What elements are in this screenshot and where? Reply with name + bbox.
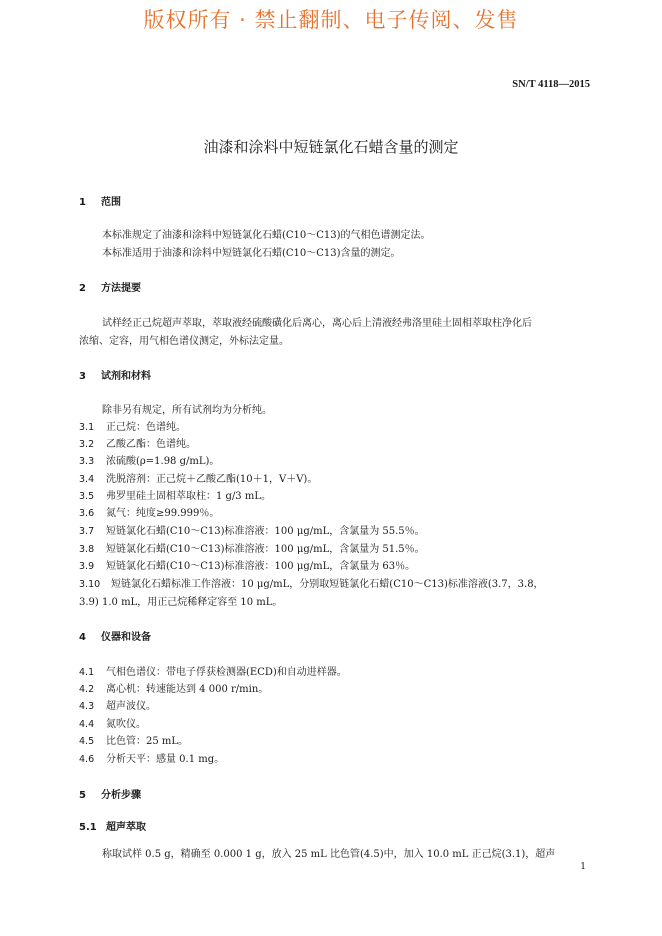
item-number: 4.1: [79, 667, 95, 678]
scope-paragraph: 本标准规定了油漆和涂料中短链氯化石蜡(C10～C13)的气相色谱测定法。: [102, 230, 431, 241]
item-number: 3.6: [79, 508, 95, 519]
item-number: 3.1: [79, 422, 95, 433]
item-text: 比色管：25 mL。: [106, 736, 189, 747]
item-number: 4.2: [79, 684, 95, 695]
item-text: 乙酸乙酯：色谱纯。: [106, 439, 196, 450]
list-item: [79, 470, 591, 485]
item-text: 短链氯化石蜡标准工作溶液：10 μg/mL，分别取短链氯化石蜡(C10～C13)标准溶液(3.7，3.8，: [111, 579, 544, 590]
copyright-watermark: 版权所有 · 禁止翻制、电子传阅、发售: [143, 8, 519, 32]
section-4-heading: [79, 628, 151, 643]
standard-number: SN/T 4118—2015: [512, 79, 590, 90]
item-number: 4.3: [79, 701, 95, 712]
list-item: [79, 487, 591, 502]
item-text: 浓硫酸(ρ=1.98 g/mL)。: [106, 456, 220, 467]
section-number: 1: [79, 197, 86, 208]
item-number: 3.4: [79, 474, 95, 485]
item-text: 弗罗里硅土固相萃取柱：1 g/3 mL。: [106, 491, 271, 502]
item-number: 4.5: [79, 736, 95, 747]
item-number: 3.5: [79, 491, 95, 502]
section-1-heading: [79, 193, 121, 208]
item-number: 4.4: [79, 719, 95, 730]
section-number: 5: [79, 790, 86, 801]
item-text: 氮吹仪。: [106, 719, 146, 730]
list-item: [79, 418, 591, 433]
section-5-heading: [79, 786, 141, 801]
section-title: 试剂和材料: [101, 371, 151, 382]
item-text: 洗脱溶剂：正己烷＋乙酸乙酯(10＋1，V＋V)。: [106, 474, 318, 485]
list-item: [79, 557, 591, 572]
item-text: 短链氯化石蜡(C10～C13)标准溶液：100 μg/mL，含氯量为 55.5％。: [106, 526, 425, 537]
item-text: 离心机：转速能达到 4 000 r/min。: [106, 684, 269, 695]
section-number: 3: [79, 371, 86, 382]
list-item: [79, 522, 591, 537]
method-summary-line: 试样经正己烷超声萃取，萃取液经硫酸磺化后离心，离心后上清液经弗洛里硅土固相萃取柱净化后: [102, 318, 532, 329]
item-text: 超声波仪。: [106, 701, 156, 712]
section-title: 方法提要: [101, 283, 141, 294]
list-item: [79, 452, 591, 467]
item-number: 4.6: [79, 754, 95, 765]
list-item: [79, 732, 591, 747]
item-number: 3.3: [79, 456, 95, 467]
item-text: 短链氯化石蜡(C10～C13)标准溶液：100 μg/mL，含氯量为 63％。: [106, 561, 416, 572]
item-text: 短链氯化石蜡(C10～C13)标准溶液：100 μg/mL，含氯量为 51.5％。: [106, 544, 425, 555]
section-2-heading: [79, 279, 141, 294]
method-summary-line: 浓缩、定容，用气相色谱仪测定，外标法定量。: [79, 336, 289, 347]
section-number: 4: [79, 632, 86, 643]
item-text: 分析天平：感量 0.1 mg。: [106, 754, 225, 765]
list-item: [79, 504, 591, 519]
subsection-number: 5.1: [79, 822, 97, 833]
section-3-heading: [79, 367, 151, 382]
item-number: 3.10: [79, 579, 101, 590]
list-item: [79, 680, 591, 695]
list-item: [79, 663, 591, 678]
reagents-intro: 除非另有规定，所有试剂均为分析纯。: [102, 405, 272, 416]
subsection-title: 超声萃取: [106, 822, 146, 833]
item-number: 3.7: [79, 526, 95, 537]
list-item: [79, 540, 591, 555]
document-title: 油漆和涂料中短链氯化石蜡含量的测定: [203, 138, 459, 156]
item-number: 3.9: [79, 561, 95, 572]
item-text: 氮气：纯度≥99.999％。: [106, 508, 220, 519]
section-title: 分析步骤: [101, 790, 141, 801]
list-item: [79, 715, 591, 730]
section-title: 范围: [101, 197, 121, 208]
page-number: 1: [580, 862, 586, 872]
list-item: [79, 435, 591, 450]
list-item: [79, 575, 591, 590]
list-item: [79, 750, 591, 765]
item-number: 3.8: [79, 544, 95, 555]
procedure-line: 称取试样 0.5 g，精确至 0.000 1 g，放入 25 mL 比色管(4.5)中，加入 10.0 mL 正己烷(3.1)，超声: [102, 849, 556, 860]
section-title: 仪器和设备: [101, 632, 151, 643]
item-number: 3.2: [79, 439, 95, 450]
list-item: [79, 697, 591, 712]
subsection-5-1-heading: [79, 818, 146, 833]
item-text: 气相色谱仪：带电子俘获检测器(ECD)和自动进样器。: [106, 667, 347, 678]
section-number: 2: [79, 283, 86, 294]
item-text: 正己烷：色谱纯。: [106, 422, 186, 433]
item-text-continuation: 3.9) 1.0 mL，用正己烷稀释定容至 10 mL。: [79, 597, 283, 608]
scope-paragraph: 本标准适用于油漆和涂料中短链氯化石蜡(C10～C13)含量的测定。: [102, 248, 401, 259]
